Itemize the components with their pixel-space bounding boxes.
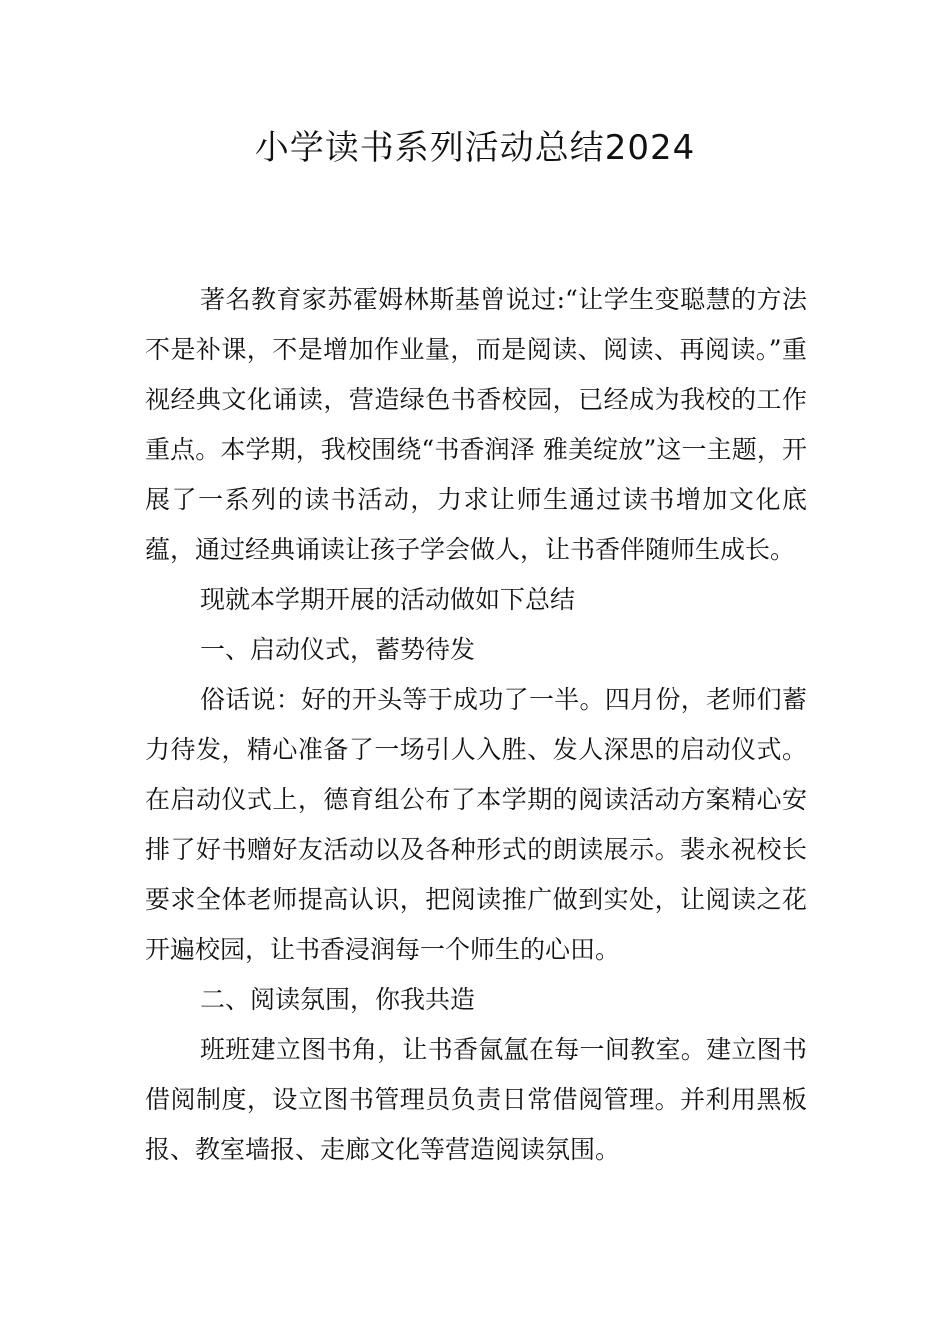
document-body bbox=[145, 275, 807, 1175]
document-title: 小学读书系列活动总结2024 bbox=[254, 128, 696, 168]
launch-paragraph: 俗话说：好的开头等于成功了一半。四月份，老师们蓄力待发，精心准备了一场引人入胜、发人深思的启动仪式。在启动仪式上，德育组公布了本学期的阅读活动方案精心安排了好书赠好友活动以及各种形式的朗读展示。裴永祝校长要求全体老师提高认识，把阅读推广做到实处，让阅读之花开遍校园，让书香浸润每一个师生的心田。 bbox=[145, 685, 807, 964]
atmosphere-paragraph: 班班建立图书角，让书香氤氲在每一间教室。建立图书借阅制度，设立图书管理员负责日常借阅管理。并利用黑板报、教室墙报、走廊文化等营造阅读氛围。 bbox=[145, 1035, 807, 1164]
section-heading-atmosphere: 二、阅读氛围，你我共造 bbox=[200, 985, 476, 1014]
intro-paragraph: 著名教育家苏霍姆林斯基曾说过:“让学生变聪慧的方法不是补课，不是增加作业量，而是阅读、阅读、再阅读。”重视经典文化诵读，营造绿色书香校园，已经成为我校的工作重点。本学期，我校围绕“书香润泽 雅美绽放”这一主题，开展了一系列的读书活动，力求让师生通过读书增加文化底蕴，通过经典诵读让孩子学会做人，让书香伴随师生成长。 bbox=[145, 285, 807, 564]
section-heading-launch: 一、启动仪式，蓄势待发 bbox=[200, 635, 476, 664]
summary-lead-paragraph: 现就本学期开展的活动做如下总结 bbox=[200, 585, 576, 614]
